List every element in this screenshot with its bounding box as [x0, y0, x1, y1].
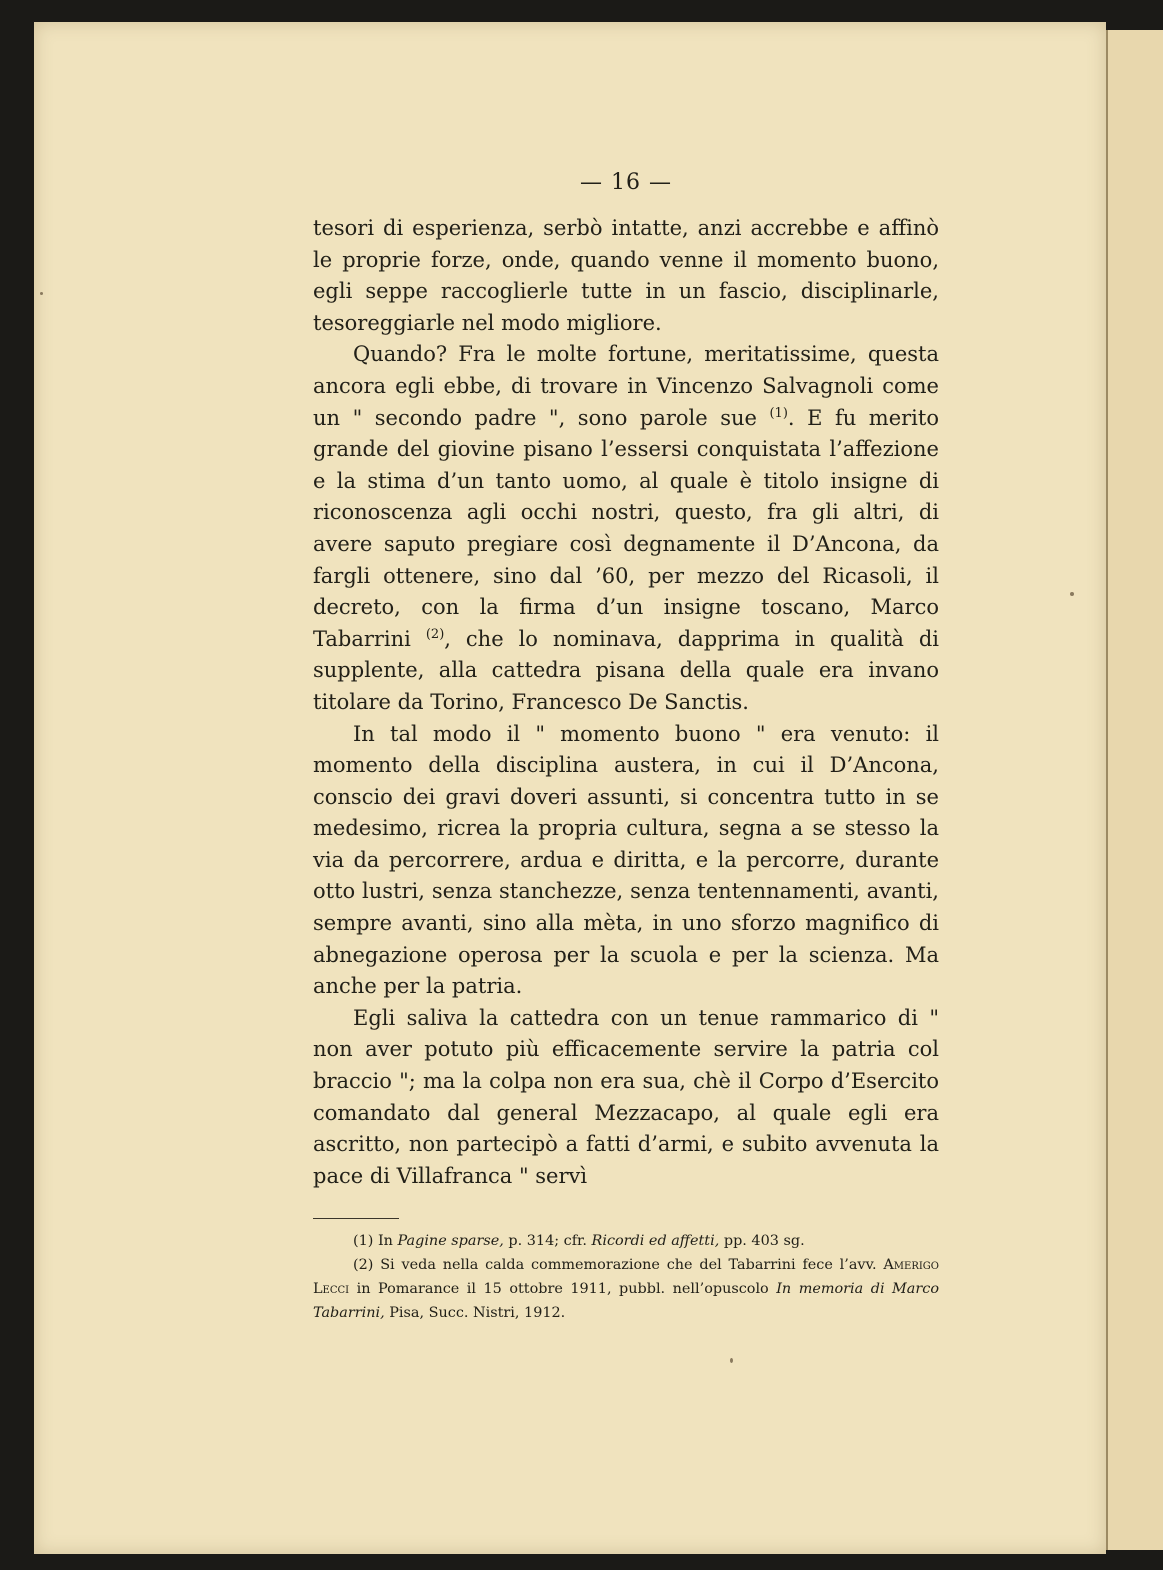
- footnote-1-end: pp. 403 sg.: [719, 1233, 805, 1250]
- footnote-2-num: (2) Si veda nella calda commemorazione che del Tabarrini fece l’avv.: [353, 1257, 884, 1274]
- next-page-edge: [1106, 30, 1163, 1550]
- footnote-2-title: In memoria di Marco Tabarrini,: [313, 1281, 939, 1322]
- paragraph-2: [313, 339, 939, 718]
- paragraph-2-part2: . E fu merito grande del giovine pisano l’essersi conquistata l’affezione e la stima d’un tanto uomo, al quale è titolo insigne di riconoscenza agli occhi nostri, questo, fra gli altri, di avere saputo pregiare così degnamente il D’Ancona, da fargli ottenere, sino dal ’60, per mezzo del Ricasoli, il decreto, con la firma d’un insigne toscano, Marco Tabarrini: [313, 405, 939, 651]
- paragraph-3: In tal modo il " momento buono " era venuto: il momento della disciplina austera, in cui il D’Ancona, conscio dei gravi doveri assunti, si concentra tutto in se medesimo, ricrea la propria cultura, segna a se stesso la via da percorrere, ardua e diritta, e la percorre, durante otto lustri, senza stanchezze, senza tentennamenti, avanti, sempre avanti, sino alla mèta, in uno sforzo magnifico di abnegazione operosa per la scuola e per la scienza. Ma anche per la patria.: [313, 721, 939, 999]
- paragraph-2-part3: , che lo nominava, dapprima in qualità di supplente, alla cattedra pisana della quale era invano titolare da Torino, Francesco De Sanctis.: [313, 626, 939, 714]
- paper-speck: [730, 1358, 733, 1363]
- footnote-1-title2: Ricordi ed affetti,: [591, 1233, 720, 1250]
- paragraph-1: tesori di esperienza, serbò intatte, anzi accrebbe e affinò le proprie forze, onde, quando venne il momento buono, egli seppe raccoglierle tutte in un fascio, disciplinarle, tesoreggiarle nel modo migliore.: [313, 216, 939, 335]
- footnote-divider: [313, 1218, 399, 1219]
- paper-speck: [1070, 592, 1074, 596]
- body-text: [313, 213, 939, 1192]
- footnote-1-num: (1) In: [353, 1233, 398, 1250]
- footnote-ref-2: (2): [425, 626, 445, 642]
- paper-speck: [40, 292, 43, 295]
- footnote-2-mid: in Pomarance il 15 ottobre 1911, pubbl. nell’opuscolo: [349, 1281, 777, 1298]
- footnote-1-mid: p. 314; cfr.: [503, 1233, 592, 1250]
- footnote-2-name: Amerigo Lecci: [313, 1257, 939, 1298]
- paragraph-4: Egli saliva la cattedra con un tenue rammarico di " non aver potuto più efficacemente servire la patria col braccio "; ma la colpa non era sua, chè il Corpo d’Esercito comandato dal general Mezzacapo, al quale egli era ascritto, non partecipò a fatti d’armi, e subito avvenuta la pace di Villafranca " servì: [313, 1005, 939, 1188]
- footnote-1: [313, 1229, 939, 1253]
- footnotes: [313, 1229, 939, 1325]
- text-block: [313, 170, 939, 1325]
- footnote-2-end: Pisa, Succ. Nistri, 1912.: [384, 1305, 566, 1322]
- footnote-2: [313, 1253, 939, 1325]
- footnote-1-title1: Pagine sparse,: [397, 1233, 504, 1250]
- paragraph-2-part1: Quando? Fra le molte fortune, meritatissime, questa ancora egli ebbe, di trovare in Vincenzo Salvagnoli come un " secondo padre ", sono parole sue: [313, 342, 939, 430]
- footnote-ref-1: (1): [769, 405, 788, 421]
- page-number: — 16 —: [580, 170, 672, 195]
